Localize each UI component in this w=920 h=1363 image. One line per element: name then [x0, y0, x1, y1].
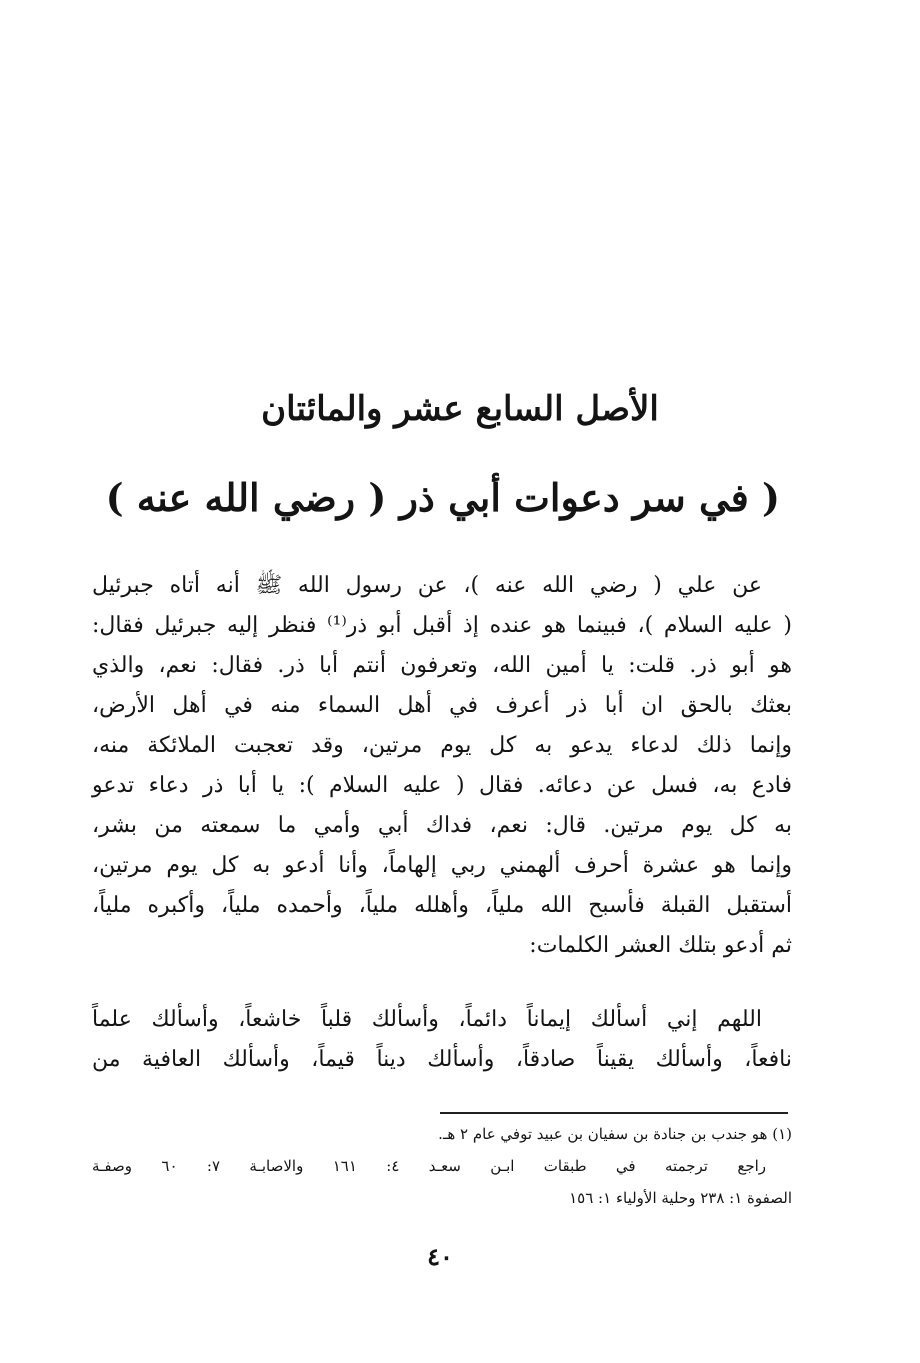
- chapter-title: الأصل السابع عشر والمائتان: [261, 389, 659, 429]
- text-line: به كل يوم مرتين. قال: نعم، فداك أبي وأمي ما سمعته من بشر،: [92, 813, 792, 838]
- text-line: وإنما هو عشرة أحرف ألهمني ربي إلهاماً، وأنا أدعو به كل يوم مرتين،: [92, 853, 792, 878]
- text-line: ثم أدعو بتلك العشر الكلمات:: [529, 933, 792, 958]
- text-line: بعثك بالحق ان أبا ذر أعرف في أهل السماء منه في أهل الأرض،: [92, 693, 792, 718]
- page-number: ٤٠: [427, 1242, 453, 1271]
- text-line: نافعاً، وأسألك يقيناً صادقاً، وأسألك ديناً قيماً، وأسألك العافية من: [92, 1047, 792, 1072]
- text-line: ( عليه السلام )، فبينما هو عنده إذ أقبل أبو ذر⁽¹⁾ فنظر إليه جبرئيل فقال:: [92, 613, 792, 638]
- text-line: وإنما ذلك لدعاء يدعو به كل يوم مرتين، وقد تعجبت الملائكة منه،: [92, 733, 792, 758]
- paragraph-hadith: [92, 566, 792, 966]
- footnotes: [92, 1118, 792, 1214]
- text-line: هو أبو ذر. قلت: يا أمين الله، وتعرفون أنتم أبا ذر. فقال: نعم، والذي: [92, 653, 792, 678]
- text-line: أستقبل القبلة فأسبح الله ملياً، وأهلله ملياً، وأحمده ملياً، وأكبره ملياً،: [92, 893, 792, 918]
- text-line: عن علي ( رضي الله عنه )، عن رسول الله ﷺ أنه أتاه جبرئيل: [92, 573, 762, 598]
- footnote-divider: [440, 1112, 788, 1114]
- footnote-references: راجع ترجمته في طبقات ابـن سعـد ٤: ١٦١ والاصابـة ٧: ٦٠ وصفـة: [92, 1157, 767, 1175]
- paragraph-supplication: [92, 1000, 792, 1080]
- text-line: اللهم إني أسألك إيماناً دائماً، وأسألك قلباً خاشعاً، وأسألك علماً: [92, 1007, 762, 1032]
- footnote-references-cont: الصفوة ١: ٢٣٨ وحلية الأولياء ١: ١٥٦: [569, 1189, 792, 1207]
- footnote-1: (١) هو جندب بن جنادة بن سفيان بن عبيد توفي عام ٢ هـ.: [438, 1125, 792, 1143]
- text-line: فادع به، فسل عن دعائه. فقال ( عليه السلام ): يا أبا ذر دعاء تدعو: [92, 773, 792, 798]
- chapter-subtitle: ( في سر دعوات أبي ذر ( رضي الله عنه ): [105, 475, 780, 520]
